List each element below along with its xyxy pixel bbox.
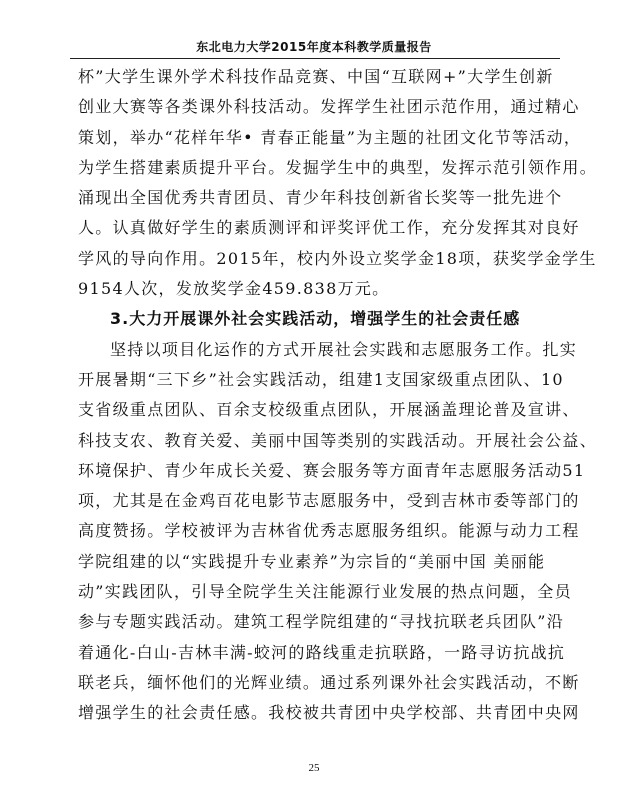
paragraph-line: 增强学生的社会责任感。我校被共青团中央学校部、共青团中央网 bbox=[78, 703, 580, 723]
paragraph-line: 人。认真做好学生的素质测评和评奖评优工作，充分发挥其对良好 bbox=[78, 218, 580, 238]
paragraph-line: 参与专题实践活动。建筑工程学院组建的“寻找抗联老兵团队”沿 bbox=[78, 612, 565, 632]
paragraph-line: 项，尤其是在金鸡百花电影节志愿服务中，受到吉林市委等部门的 bbox=[78, 491, 580, 511]
header-divider bbox=[70, 58, 560, 59]
paragraph-line: 着通化-白山-吉林丰满-蛟河的路线重走抗联路，一路寻访抗战抗 bbox=[78, 642, 566, 662]
paragraph-line: 支省级重点团队、百余支校级重点团队，开展涵盖理论普及宣讲、 bbox=[78, 400, 580, 420]
section-heading: 3.大力开展课外社会实践活动，增强学生的社会责任感 bbox=[110, 309, 521, 329]
page-header-title: 东北电力大学2015年度本科教学质量报告 bbox=[196, 40, 432, 54]
paragraph-line: 涌现出全国优秀共青团员、青少年科技创新省长奖等一批先进个 bbox=[78, 188, 563, 208]
paragraph-line: 学院组建的以“实践提升专业素养”为宗旨的“美丽中国 美丽能 bbox=[78, 551, 546, 571]
paragraph-line: 坚持以项目化运作的方式开展社会实践和志愿服务工作。扎实 bbox=[110, 339, 578, 359]
paragraph-line: 环境保护、青少年成长关爱、赛会服务等方面青年志愿服务活动51 bbox=[78, 460, 586, 480]
paragraph-line: 策划，举办“花样年华• 青春正能量”为主题的社团文化节等活动， bbox=[78, 127, 582, 147]
paragraph-line: 为学生搭建素质提升平台。发掘学生中的典型，发挥示范引领作用。 bbox=[78, 157, 598, 177]
paragraph-line: 学风的导向作用。2015年，校内外设立奖学金18项，获奖学金学生 bbox=[78, 248, 597, 268]
paragraph-line: 创业大赛等各类课外科技活动。发挥学生社团示范作用，通过精心 bbox=[78, 97, 580, 117]
paragraph-line: 高度赞扬。学校被评为吉林省优秀志愿服务组织。能源与动力工程 bbox=[78, 521, 580, 541]
paragraph-line: 动”实践团队，引导全院学生关注能源行业发展的热点问题，全员 bbox=[78, 582, 572, 602]
paragraph-line: 9154人次，发放奖学金459.838万元。 bbox=[78, 279, 390, 299]
paragraph-line: 杯”大学生课外学术科技作品竞赛、中国“互联网+”大学生创新 bbox=[78, 67, 554, 86]
page-number: 25 bbox=[308, 762, 320, 774]
paragraph-line: 科技支农、教育关爱、美丽中国等类别的实践活动。开展社会公益、 bbox=[78, 430, 598, 450]
paragraph-line: 开展暑期“三下乡”社会实践活动，组建1支国家级重点团队、10 bbox=[78, 369, 564, 389]
paragraph-line: 联老兵，缅怀他们的光辉业绩。通过系列课外社会实践活动，不断 bbox=[78, 672, 580, 692]
document-body bbox=[78, 62, 598, 729]
